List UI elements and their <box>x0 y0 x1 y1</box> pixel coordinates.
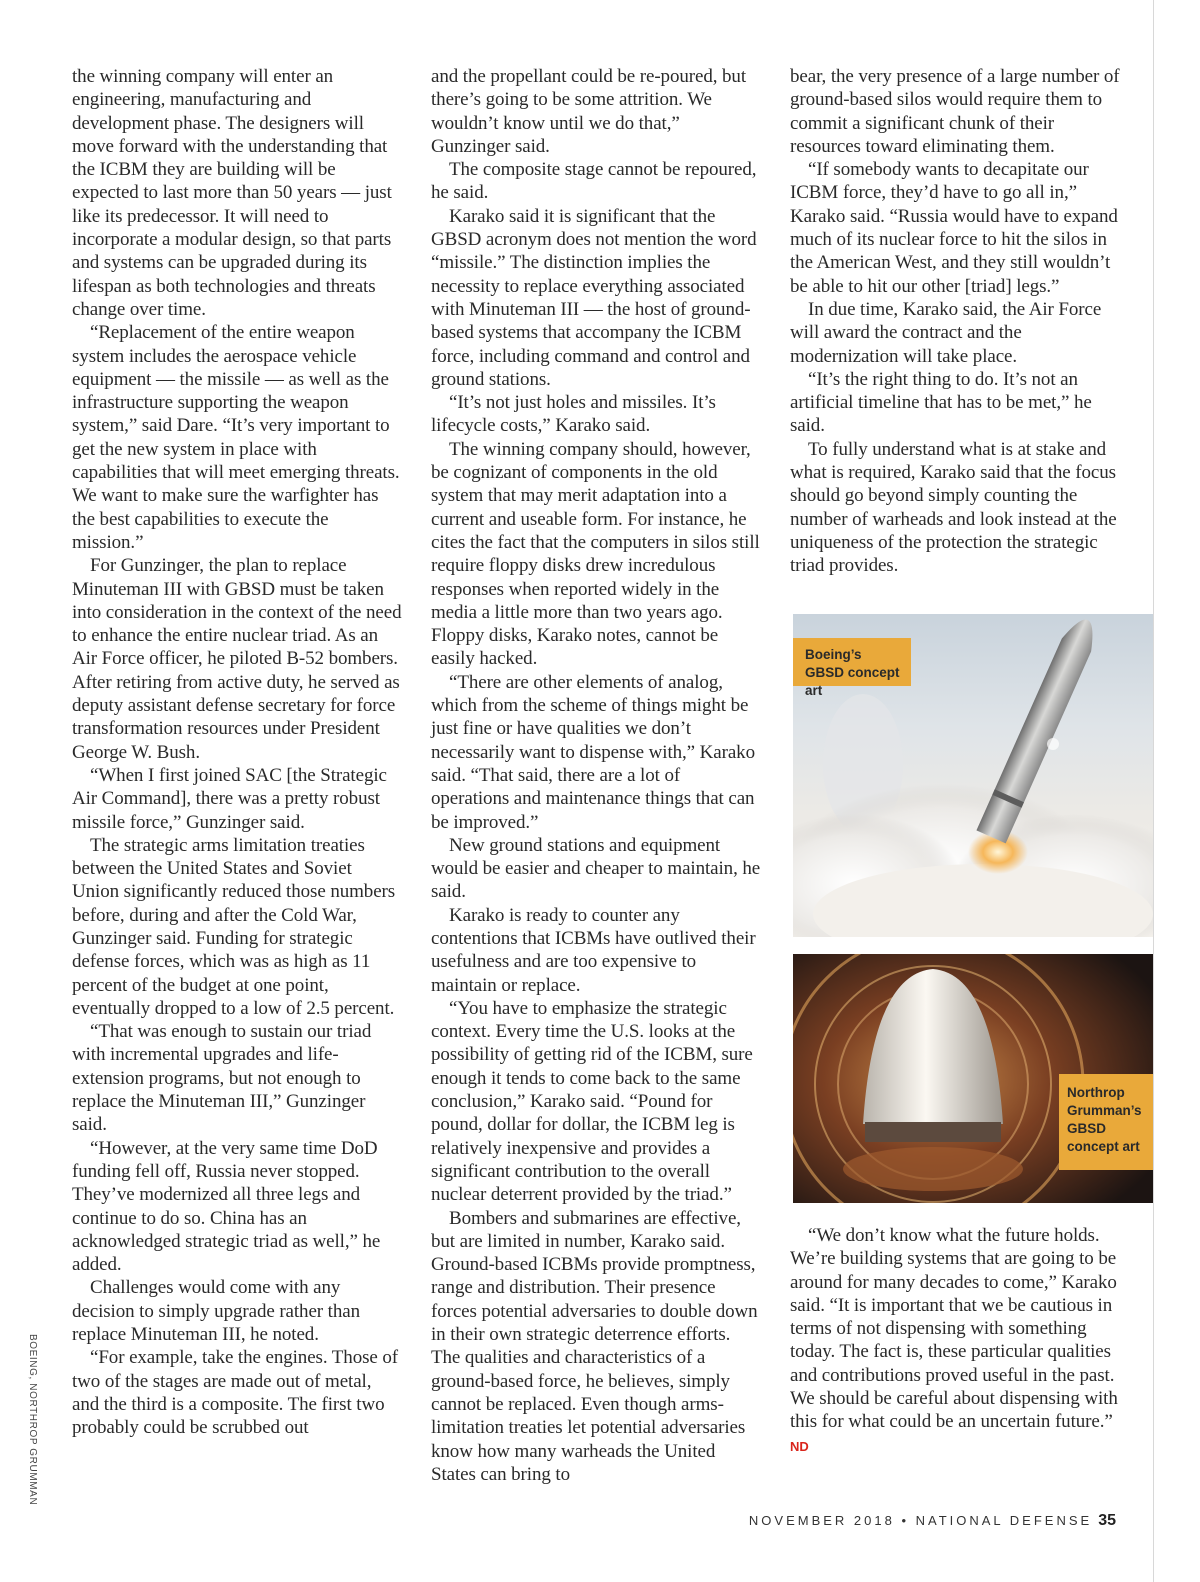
paragraph: “That was enough to sustain our triad with incremental upgrades and life-extension programs, but not enough to replace the Minuteman III,” Gunzinger said. <box>72 1021 372 1136</box>
photo-credit: BOEING, NORTHROP GRUMMAN <box>27 1334 38 1506</box>
northrop-gbsd-concept-image <box>793 954 1153 1203</box>
paragraph: “You have to emphasize the strategic context. Every time the U.S. looks at the possibility of getting rid of the ICBM, sure enough it tends to come back to the same conclusion,” Karako said. “Pound for pound, dollar for dollar, the ICBM leg is relatively inexpensive and provides a significant contribution to the overall nuclear deterrent provided by the triad.” <box>431 997 753 1206</box>
caption-boeing: Boeing’s GBSD concept art <box>793 638 911 686</box>
paragraph: In due time, Karako said, the Air Force will award the contract and the modernization will take place. <box>790 298 1102 367</box>
paragraph: bear, the very presence of a large number of ground-based silos would require them to commit a significant chunk of their resources toward eliminating them. <box>790 66 1120 157</box>
paragraph: “However, at the very same time DoD funding fell off, Russia never stopped. They’ve modernized all three legs and continue to do so. China has an acknowledged strategic triad as well,” he added. <box>72 1137 381 1276</box>
paragraph: “For example, take the engines. Those of two of the stages are made out of metal, and the third is a composite. The first two probably could be scrubbed out <box>72 1347 398 1439</box>
paragraph: and the propellant could be re-poured, but there’s going to be some attrition. We wouldn’t know until we do that,” Gunzinger said. <box>431 66 746 157</box>
paragraph: For Gunzinger, the plan to replace Minuteman III with GBSD must be taken into consideration in the context of the need to enhance the entire nuclear triad. As an Air Force officer, he piloted B-52 bombers. After retiring from active duty, he served as deputy assistant defense secretary for force transformation resources under President George W. Bush. <box>72 555 402 763</box>
article-column-3-end <box>790 1224 1120 1458</box>
paragraph: The winning company should, however, be cognizant of components in the old system that may merit adaptation into a current and useable form. For instance, he cites the fact that the computers in silos still require floppy disks drew incredulous responses when reported widely in the media a little more than two years ago. Floppy disks, Karako notes, cannot be easily hacked. <box>431 438 760 670</box>
page-footer <box>749 1512 1116 1530</box>
paragraph: To fully understand what is at stake and what is required, Karako said that the focus should go beyond simply counting the number of warheads and look instead at the uniqueness of the protection the strategic triad provides. <box>790 438 1117 577</box>
paragraph: Bombers and submarines are effective, but are limited in number, Karako said. Ground-based ICBMs provide promptness, range and distribution. Their presence forces potential adversaries to double down in their own strategic deterrence efforts. The qualities and characteristics of a ground-based force, he believes, simply cannot be replaced. Even though arms-limitation treaties let potential adversaries know how many warheads the United States can bring to <box>431 1207 758 1485</box>
page-number: 35 <box>1098 1512 1116 1529</box>
paragraph: Karako said it is significant that the GBSD acronym does not mention the word “missile.” The distinction implies the necessity to replace everything associated with Minuteman III — the host of ground-based systems that accompany the ICBM force, including command and control and ground stations. <box>431 205 757 390</box>
article-column-2 <box>431 65 761 1486</box>
paragraph: New ground stations and equipment would be easier and cheaper to maintain, he said. <box>431 834 761 903</box>
paragraph: “It’s not just holes and missiles. It’s lifecycle costs,” Karako said. <box>431 392 716 437</box>
issue-line: NOVEMBER 2018 • NATIONAL DEFENSE <box>748 1513 1093 1528</box>
closing-paragraph-text: “We don’t know what the future holds. We’re building systems that are going to be around for many decades to come,” Karako said. “It is important that we be cautious in terms of not dispensing with something today. The fact is, these particular qualities and contributions proved useful in the past. We should be careful about dispensing with this for what could be an uncertain future.” <box>790 1225 1118 1433</box>
paragraph: “If somebody wants to decapitate our ICBM force, they’d have to go all in,” Karako said. “Russia would have to expand much of its nuclear force to hit the silos in the American West, and they still wouldn’t be able to hit our other [triad] legs.” <box>790 159 1118 297</box>
caption-northrop: Northrop Grumman’s GBSD concept art <box>1059 1074 1153 1170</box>
article-column-3 <box>790 65 1120 578</box>
page-edge-rule <box>1153 0 1154 1582</box>
paragraph: “There are other elements of analog, which from the scheme of things might be just fine or have qualities we don’t necessarily want to dispense with,” Karako said. “That said, there are a lot of operations and maintenance things that can be improved.” <box>431 671 755 833</box>
paragraph: “When I first joined SAC [the Strategic Air Command], there was a pretty robust missile force,” Gunzinger said. <box>72 764 387 833</box>
paragraph: the winning company will enter an engineering, manufacturing and development phase. The designers will move forward with the understanding that the ICBM they are building will be expected to last more than 50 years — just like its predecessor. It will need to incorporate a modular design, so that parts and systems can be upgraded during its lifespan as both technologies and threats change over time. <box>72 66 392 320</box>
paragraph: The strategic arms limitation treaties between the United States and Soviet Union significantly reduced those numbers before, during and after the Cold War, Gunzinger said. Funding for strategic defense forces, which was as high as 11 percent of the budget at one point, eventually dropped to a low of 2.5 percent. <box>72 834 396 1019</box>
paragraph <box>790 1224 1120 1458</box>
boeing-gbsd-concept-image <box>793 614 1153 937</box>
paragraph: “It’s the right thing to do. It’s not an artificial timeline that has to be met,” he said. <box>790 368 1092 437</box>
article-column-1 <box>72 65 402 1440</box>
paragraph: Challenges would come with any decision to simply upgrade rather than replace Minuteman III, he noted. <box>72 1277 360 1346</box>
paragraph: The composite stage cannot be repoured, he said. <box>431 159 757 204</box>
end-mark: ND <box>790 1438 809 1454</box>
paragraph: “Replacement of the entire weapon system includes the aerospace vehicle equipment — the missile — as well as the infrastructure supporting the weapon system,” said Dare. “It’s very important to get the new system in place with capabilities that will meet emerging threats. We want to make sure the warfighter has the best capabilities to execute the mission.” <box>72 322 400 553</box>
paragraph: Karako is ready to counter any contentions that ICBMs have outlived their usefulness and are too expensive to maintain or replace. <box>431 904 756 996</box>
